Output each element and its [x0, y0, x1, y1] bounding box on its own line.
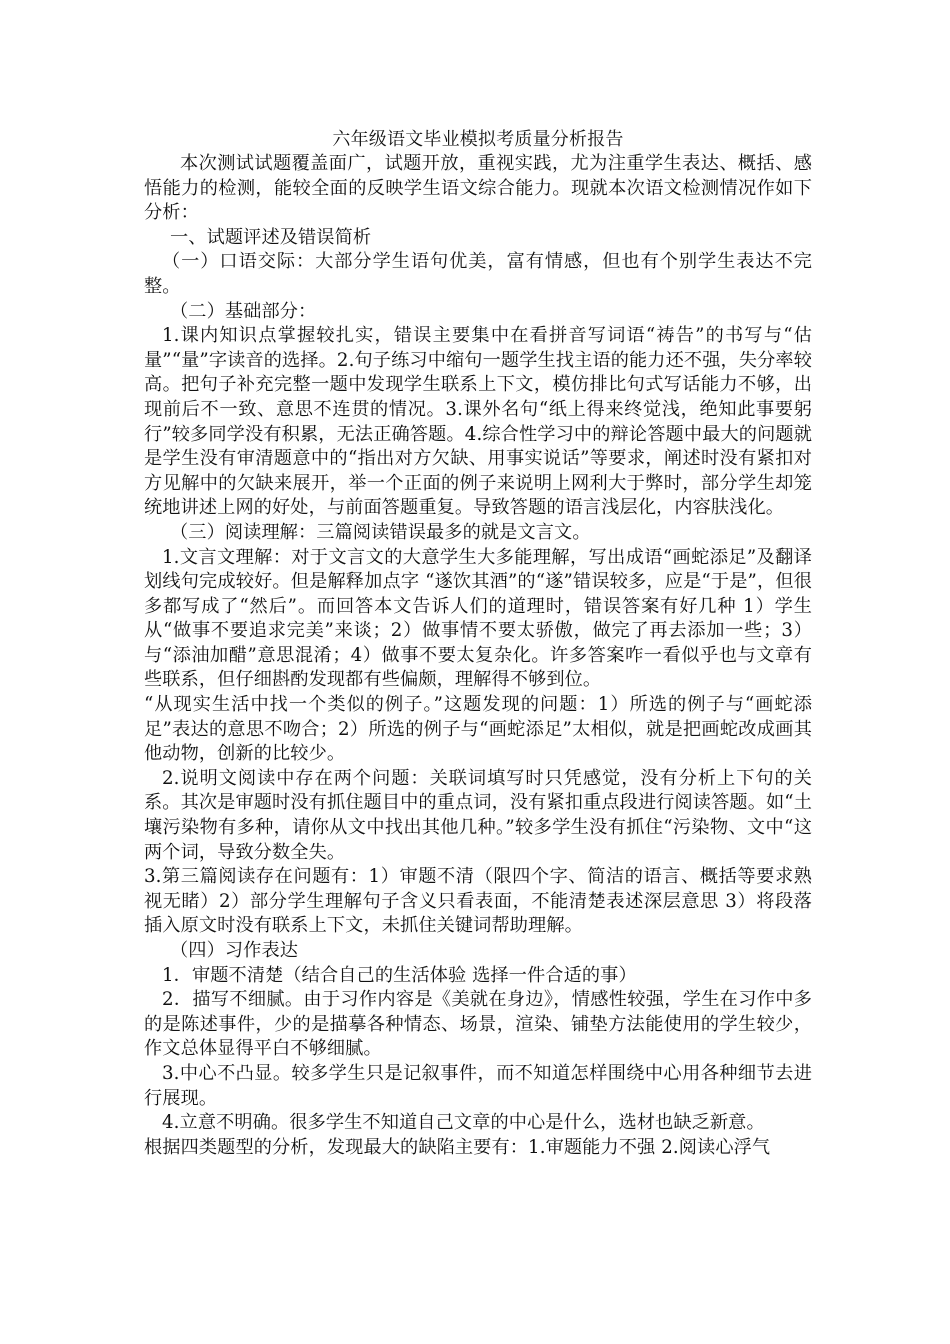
intro-paragraph: 本次测试试题覆盖面广，试题开放，重视实践，尤为注重学生表达、概括、感悟能力的检测，能较全面的反映学生语文综合能力。现就本次语文检测情况作如下分析：: [144, 153, 812, 224]
subsection-heading: （二）基础部分：: [170, 300, 317, 322]
example-question-paragraph: “从现实生活中找一个类似的例子。”这题发现的问题：1）所选的例子与“画蛇添足”表达的意思不吻合；2）所选的例子与“画蛇添足”太相似，就是把画蛇改成画其他动物，创新的比较少。: [144, 694, 812, 765]
third-reading-paragraph: 3.第三篇阅读存在问题有：1）审题不清（限四个字、简洁的语言、概括等要求熟视无睹）2）部分学生理解句子含义只看表面，不能清楚表述深层意思 3）将段落插入原文时没有联系上下文，未抓住关键词帮助理解。: [144, 866, 812, 937]
writing-item-paragraph: 4.立意不明确。很多学生不知道自己文章的中心是什么，选材也缺乏新意。: [162, 1112, 765, 1134]
subsection-heading: （三）阅读理解：三篇阅读错误最多的就是文言文。: [170, 521, 591, 543]
classical-chinese-paragraph: 1.文言文理解：对于文言文的大意学生大多能理解，写出成语“画蛇添足”及翻译划线句完成较好。但是解释加点字 “遂饮其酒”的“遂”错误较多，应是“于是”，但很多都写成了“然后”。而回答本文告诉人们的道理时，错误答案有好几种 1）学生从“做事不要追求完美”来谈；2）做事情不要太骄傲，做完了再去添加一些；3）与“添油加醋”意思混淆；4）做事不要太复杂化。许多答案咋一看似乎也与文章有些联系，但仔细斟酌发现都有些偏颇，理解得不够到位。: [144, 546, 812, 691]
basics-paragraph: 1.课内知识点掌握较扎实，错误主要集中在看拼音写词语“祷告”的书写与“估量”“量”字读音的选择。2.句子练习中缩句一题学生找主语的能力还不强，失分率较高。把句子补充完整一题中发现学生联系上下文，模仿排比句式写话能力不够，出现前后不一致、意思不连贯的情况。3.课外名句“纸上得来终觉浅，绝知此事要躬行”较多同学没有积累，无法正确答题。4.综合性学习中的辩论答题中最大的问题就是学生没有审清题意中的“指出对方欠缺、用事实说话”等要求，阐述时没有紧扣对方见解中的欠缺来展开，举一个正面的例子来说明上网利大于弊时，部分学生却笼统地讲述上网的好处，与前面答题重复。导致答题的语言浅层化，内容肤浅化。: [144, 325, 812, 519]
conclusion-paragraph: 根据四类题型的分析，发现最大的缺陷主要有：1.审题能力不强 2.阅读心浮气: [144, 1136, 771, 1158]
subsection-heading: （四）习作表达: [170, 940, 299, 961]
section-heading: 一、试题评述及错误简析: [170, 226, 372, 248]
document-page: [144, 128, 812, 1160]
writing-item-paragraph: 3.中心不凸显。较多学生只是记叙事件，而不知道怎样围绕中心用各种细节去进行展现。: [144, 1062, 812, 1109]
expository-reading-paragraph: 2.说明文阅读中存在两个问题：关联词填写时只凭感觉，没有分析上下句的关系。其次是审题时没有抓住题目中的重点词，没有紧扣重点段进行阅读答题。如“土壤污染物有多种，请你从文中找出其他几种。”较多学生没有抓住“污染物、文中“这两个词，导致分数全失。: [144, 767, 812, 863]
oral-communication-paragraph: （一）口语交际：大部分学生语句优美，富有情感，但也有个别学生表达不完整。: [144, 251, 812, 297]
writing-item-paragraph: 1．审题不清楚（结合自己的生活体验 选择一件合适的事）: [162, 964, 637, 986]
writing-item-paragraph: 2．描写不细腻。由于习作内容是《美就在身边》，情感性较强，学生在习作中多的是陈述事件，少的是描摹各种情态、场景，渲染、铺垫方法能使用的学生较少，作文总体显得平白不够细腻。: [144, 989, 812, 1060]
document-title: 六年级语文毕业模拟考质量分析报告: [332, 129, 624, 150]
